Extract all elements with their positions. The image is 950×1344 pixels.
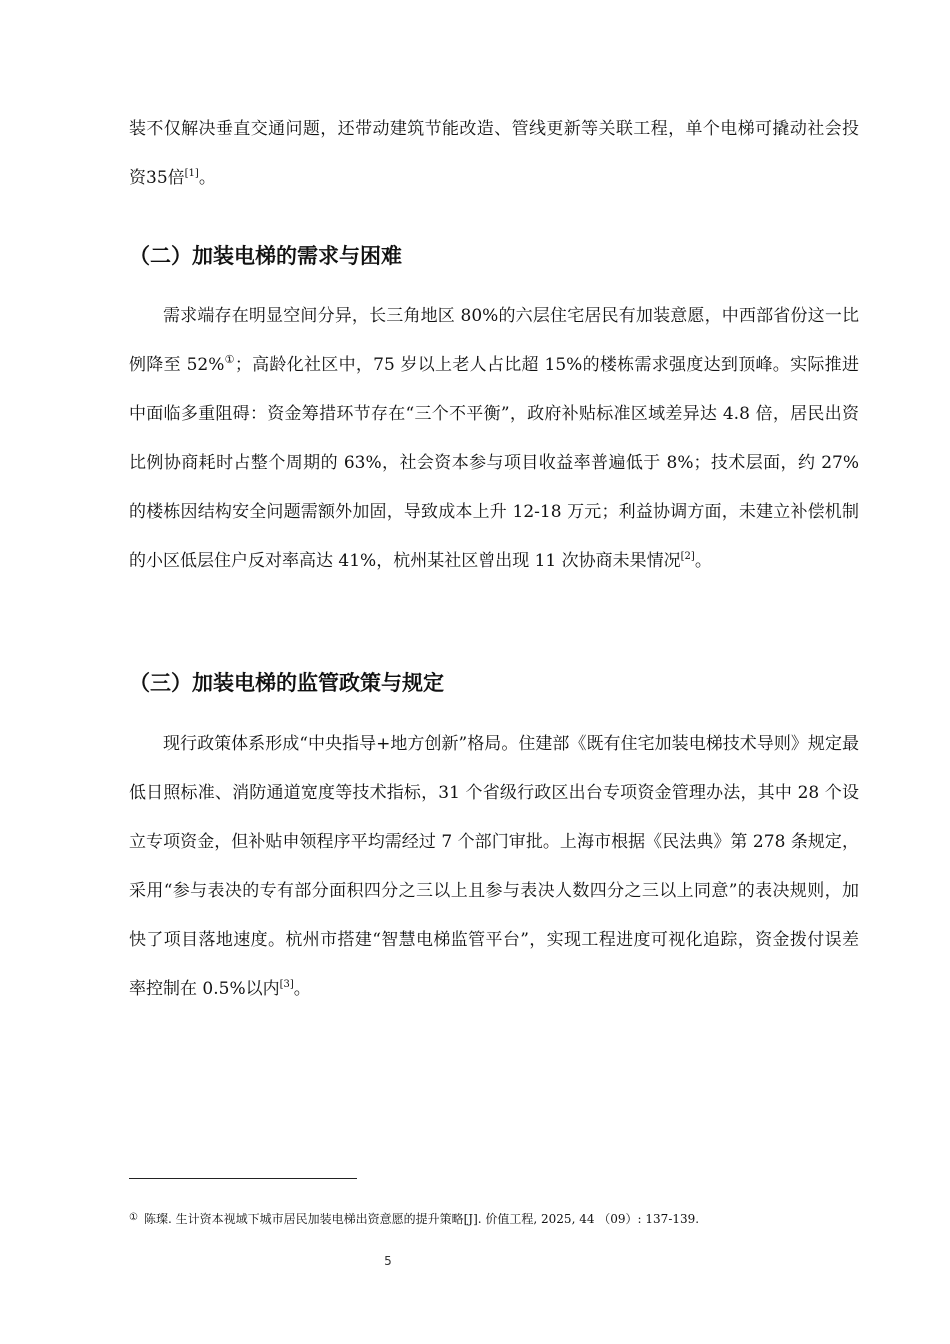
- footnote-divider: [129, 1178, 357, 1179]
- paragraph-continued: [129, 105, 859, 203]
- paragraph-text: 需求端存在明显空间分异，长三角地区 80%的六层住宅居民有加装意愿，中西部省份这一比例降至 52%: [129, 306, 859, 375]
- page-number: 5: [384, 1254, 392, 1268]
- footnote-marker[interactable]: ①: [224, 353, 235, 366]
- paragraph-end: 。: [694, 551, 712, 571]
- citation-ref[interactable]: [3]: [279, 979, 294, 990]
- paragraph-policy: [129, 720, 859, 1014]
- footnote-marker: ①: [129, 1212, 138, 1223]
- citation-ref[interactable]: [1]: [184, 168, 199, 179]
- section-heading-policy: （三）加装电梯的监管政策与规定: [129, 671, 444, 695]
- footnote-text: 陈璨. 生计资本视域下城市居民加装电梯出资意愿的提升策略[J]. 价值工程, 2025, 44 （09）: 137-139.: [143, 1212, 700, 1226]
- paragraph-end: 。: [293, 979, 311, 999]
- paragraph-text: 现行政策体系形成“中央指导+地方创新”格局。住建部《既有住宅加装电梯技术导则》规定最低日照标准、消防通道宽度等技术指标，31 个省级行政区出台专项资金管理办法，其中 28 个设立专项资金，但补贴申领程序平均需经过 7 个部门审批。上海市根据《民法典》第 278 条规定，采用“参与表决的专有部分面积四分之三以上且参与表决人数四分之三以上同意”的表决规则，加快了项目落地速度。杭州市搭建“智慧电梯监管平台”，实现工程进度可视化追踪，资金拨付误差率控制在 0.5%以内: [129, 734, 859, 999]
- paragraph-end: 。: [198, 168, 216, 188]
- footnote: [129, 1211, 889, 1227]
- citation-ref[interactable]: [2]: [680, 551, 695, 562]
- paragraph-text: 装不仅解决垂直交通问题，还带动建筑节能改造、管线更新等关联工程，单个电梯可撬动社会投资35倍: [129, 119, 859, 188]
- section-heading-demand: （二）加装电梯的需求与困难: [129, 244, 402, 268]
- paragraph-text: ；高龄化社区中，75 岁以上老人占比超 15%的楼栋需求强度达到顶峰。实际推进中面临多重阻碍：资金筹措环节存在“三个不平衡”，政府补贴标准区域差异达 4.8 倍，居民出资比例协商耗时占整个周期的 63%，社会资本参与项目收益率普遍低于 8%；技术层面，约 27%的楼栋因结构安全问题需额外加固，导致成本上升 12-18 万元；利益协调方面，未建立补偿机制的小区低层住户反对率高达 41%，杭州某社区曾出现 11 次协商未果情况: [129, 355, 859, 571]
- paragraph-demand: [129, 292, 859, 586]
